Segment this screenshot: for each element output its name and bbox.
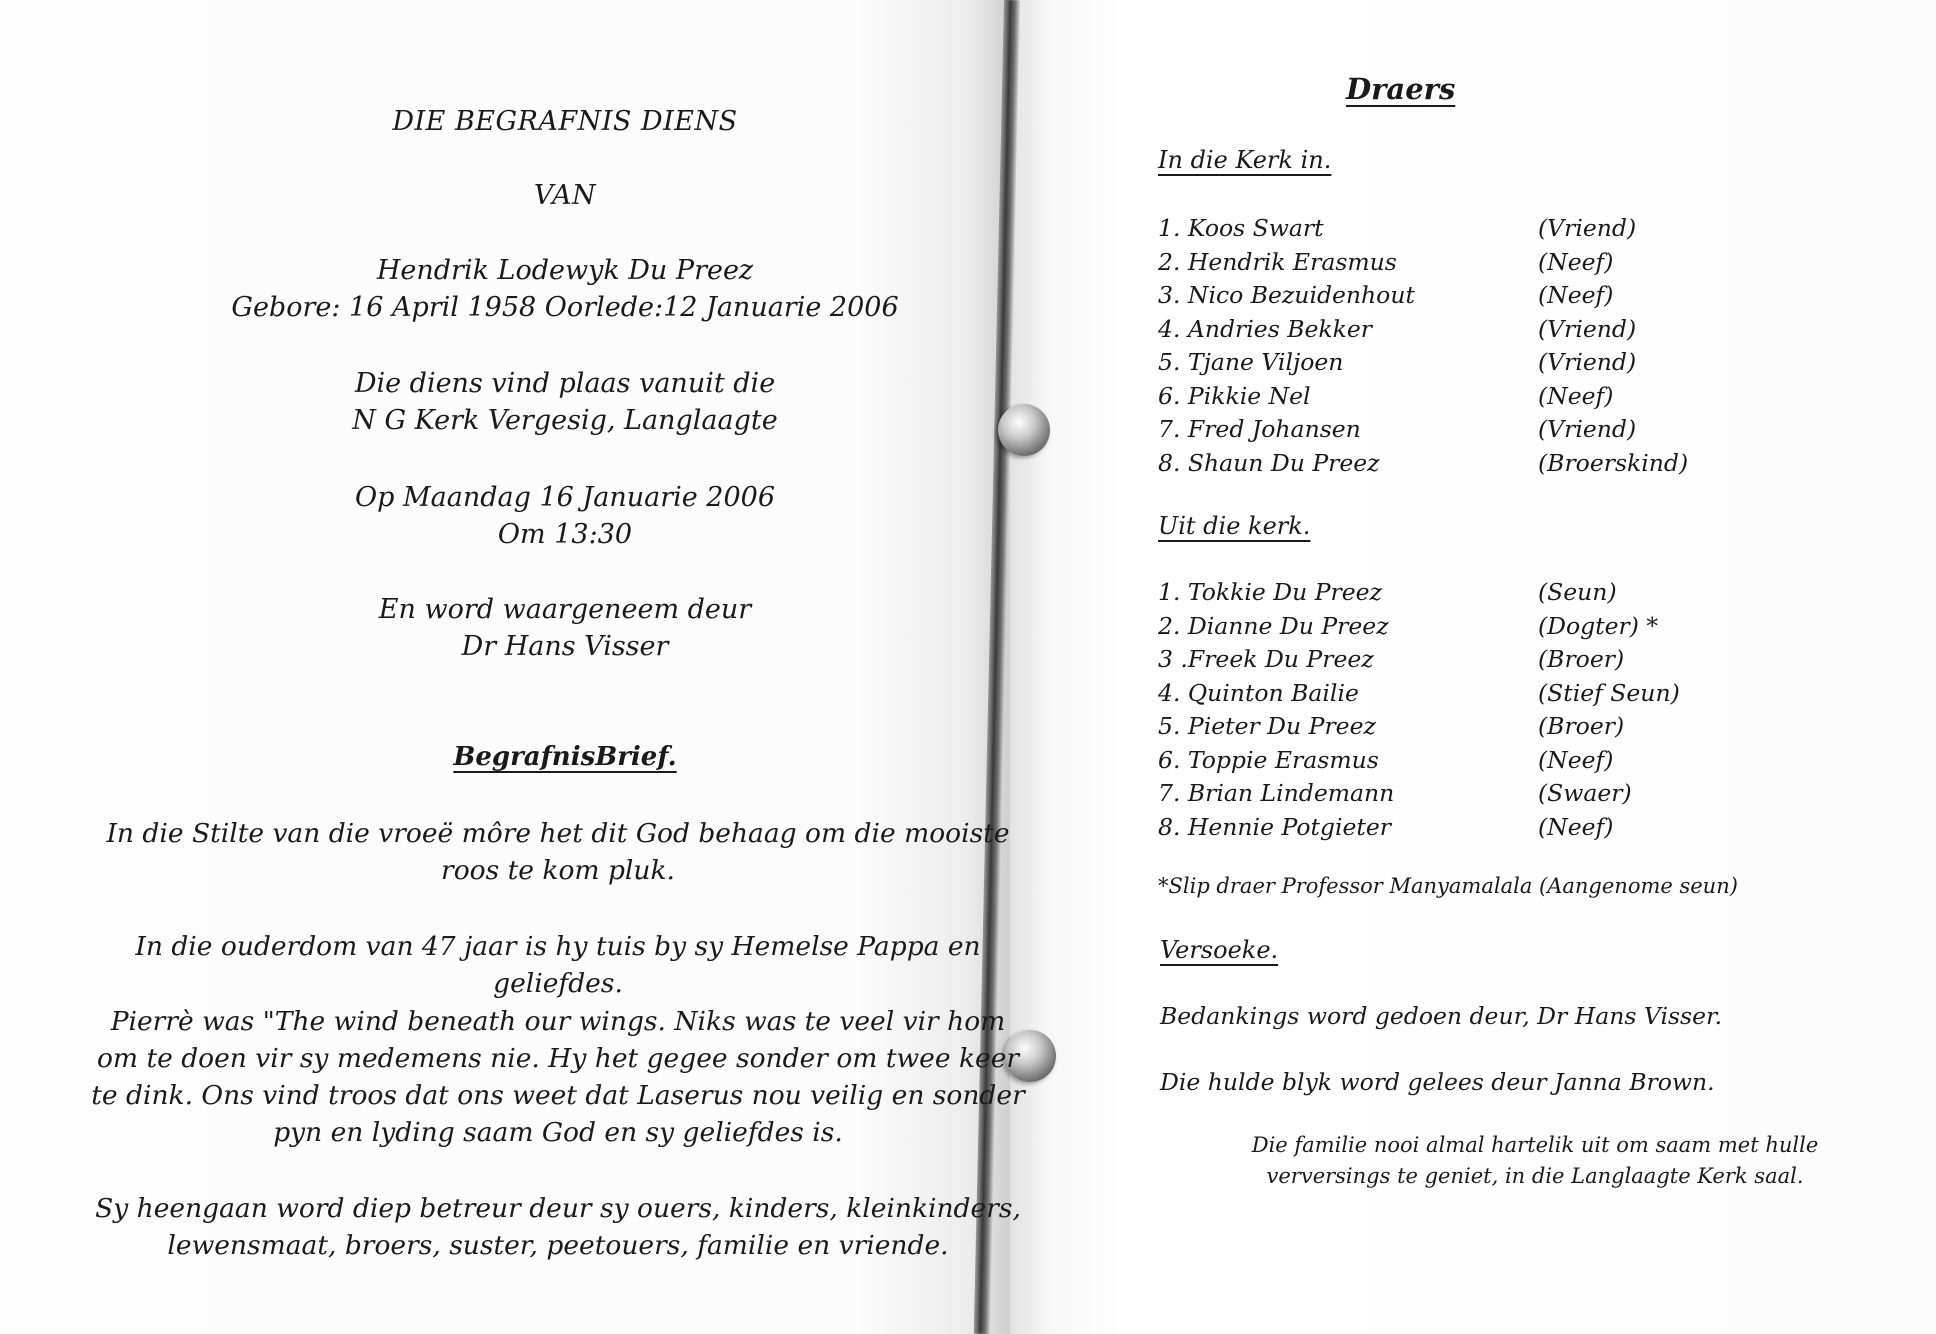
in-church-relation: (Neef) (1538, 381, 1614, 410)
out-church-name: 6. Toppie Erasmus (1158, 745, 1379, 774)
out-church-relation: (Swaer) (1538, 779, 1632, 807)
service-time: Om 13:30 (497, 519, 633, 550)
out-church-relation: (Dogter) * (1538, 611, 1659, 640)
service-title-van: VAN (533, 180, 597, 211)
in-church-relation: (Vriend) (1538, 348, 1637, 376)
out-church-row (1158, 645, 1718, 678)
out-church-name: 5. Pieter Du Preez (1158, 712, 1376, 740)
tribute-line: Die hulde blyk word gelees deur Janna Brown. (1160, 1068, 1715, 1096)
out-church-name: 8. Hennie Potgieter (1158, 812, 1391, 841)
in-church-row (1158, 382, 1718, 415)
out-church-heading: Uit die kerk. (1158, 512, 1311, 540)
in-church-name: 4. Andries Bekker (1158, 314, 1373, 343)
in-church-name: 2. Hendrik Erasmus (1158, 247, 1397, 276)
in-church-row (1158, 415, 1718, 448)
letter-paragraph-3: Pierrè was "The wind beneath our wings. Niks was te veel vir hom om te doen vir sy medemens nie. Hy het gegee sonder om twee keer te dink. Ons vind troos dat ons weet dat Laserus nou veilig en sonder pyn en lyding saam God en sy geliefdes is. (91, 1006, 1025, 1148)
out-church-relation: (Neef) (1538, 745, 1614, 774)
closing-invitation: Die familie nooi almal hartelik uit om saam met hulle verversings te geniet, in die Langlaagte Kerk saal. (1251, 1133, 1819, 1188)
in-church-name: 8. Shaun Du Preez (1158, 448, 1380, 477)
out-church-relation: (Neef) (1538, 812, 1614, 841)
in-church-relation: (Vriend) (1538, 314, 1637, 343)
out-church-relation: (Broer) (1538, 712, 1625, 740)
out-church-row (1158, 578, 1718, 611)
birth-death-dates: Gebore: 16 April 1958 Oorlede:12 Januarie 2006 (231, 292, 899, 323)
in-church-row (1158, 214, 1718, 247)
out-church-row (1158, 813, 1718, 846)
out-church-name: 7. Brian Lindemann (1158, 779, 1395, 807)
in-church-relation: (Neef) (1538, 281, 1614, 309)
binding-ring-top (998, 404, 1050, 456)
service-title: DIE BEGRAFNIS DIENS (392, 106, 738, 137)
in-church-name: 7. Fred Johansen (1158, 415, 1361, 443)
out-church-name: 3 .Freek Du Preez (1158, 645, 1374, 673)
letter-heading: BegrafnisBrief. (453, 742, 677, 772)
in-church-row (1158, 248, 1718, 281)
thanks-line: Bedankings word gedoen deur, Dr Hans Visser. (1160, 1002, 1723, 1030)
in-church-row (1158, 348, 1718, 381)
in-church-relation: (Vriend) (1538, 214, 1637, 242)
out-church-relation: (Stief Seun) (1538, 678, 1680, 707)
in-church-row (1158, 281, 1718, 314)
in-church-name: 6. Pikkie Nel (1158, 381, 1311, 410)
letter-paragraph-2: In die ouderdom van 47 jaar is hy tuis by sy Hemelse Pappa en geliefdes. (135, 931, 981, 999)
out-church-row (1158, 712, 1718, 745)
in-church-name: 3. Nico Bezuidenhout (1158, 281, 1415, 309)
slip-bearer-note: *Slip draer Professor Manyamalala (Aangenome seun) (1158, 874, 1738, 898)
out-church-relation: (Seun) (1538, 578, 1617, 606)
out-church-row (1158, 612, 1718, 645)
in-church-relation: (Neef) (1538, 247, 1614, 276)
in-church-row (1158, 449, 1718, 482)
out-church-name: 2. Dianne Du Preez (1158, 611, 1389, 640)
out-church-row (1158, 746, 1718, 779)
venue-line-2: N G Kerk Vergesig, Langlaagte (352, 405, 778, 436)
officiant-line-1: En word waargeneem deur (378, 594, 752, 625)
letter-paragraph-1: In die Stilte van die vroeë môre het dit God behaag om die mooiste roos te kom pluk. (106, 818, 1010, 886)
out-church-name: 4. Quinton Bailie (1158, 678, 1359, 707)
out-church-row (1158, 779, 1718, 812)
in-church-row (1158, 315, 1718, 348)
in-church-heading: In die Kerk in. (1158, 146, 1332, 174)
out-church-name: 1. Tokkie Du Preez (1158, 578, 1382, 606)
deceased-name: Hendrik Lodewyk Du Preez (376, 255, 754, 286)
out-church-relation: (Broer) (1538, 645, 1625, 673)
letter-paragraph-4: Sy heengaan word diep betreur deur sy ouers, kinders, kleinkinders, lewensmaat, broers, suster, peetouers, familie en vriende. (95, 1193, 1021, 1261)
in-church-name: 5. Tjane Viljoen (1158, 348, 1344, 376)
officiant-name: Dr Hans Visser (461, 631, 669, 662)
out-church-row (1158, 679, 1718, 712)
venue-line-1: Die diens vind plaas vanuit die (354, 368, 776, 399)
in-church-relation: (Broerskind) (1538, 448, 1689, 477)
service-date: Op Maandag 16 Januarie 2006 (354, 482, 776, 513)
requests-heading: Versoeke. (1160, 936, 1279, 964)
in-church-relation: (Vriend) (1538, 415, 1637, 443)
in-church-name: 1. Koos Swart (1158, 214, 1324, 242)
bearers-heading: Draers (1346, 72, 1456, 106)
